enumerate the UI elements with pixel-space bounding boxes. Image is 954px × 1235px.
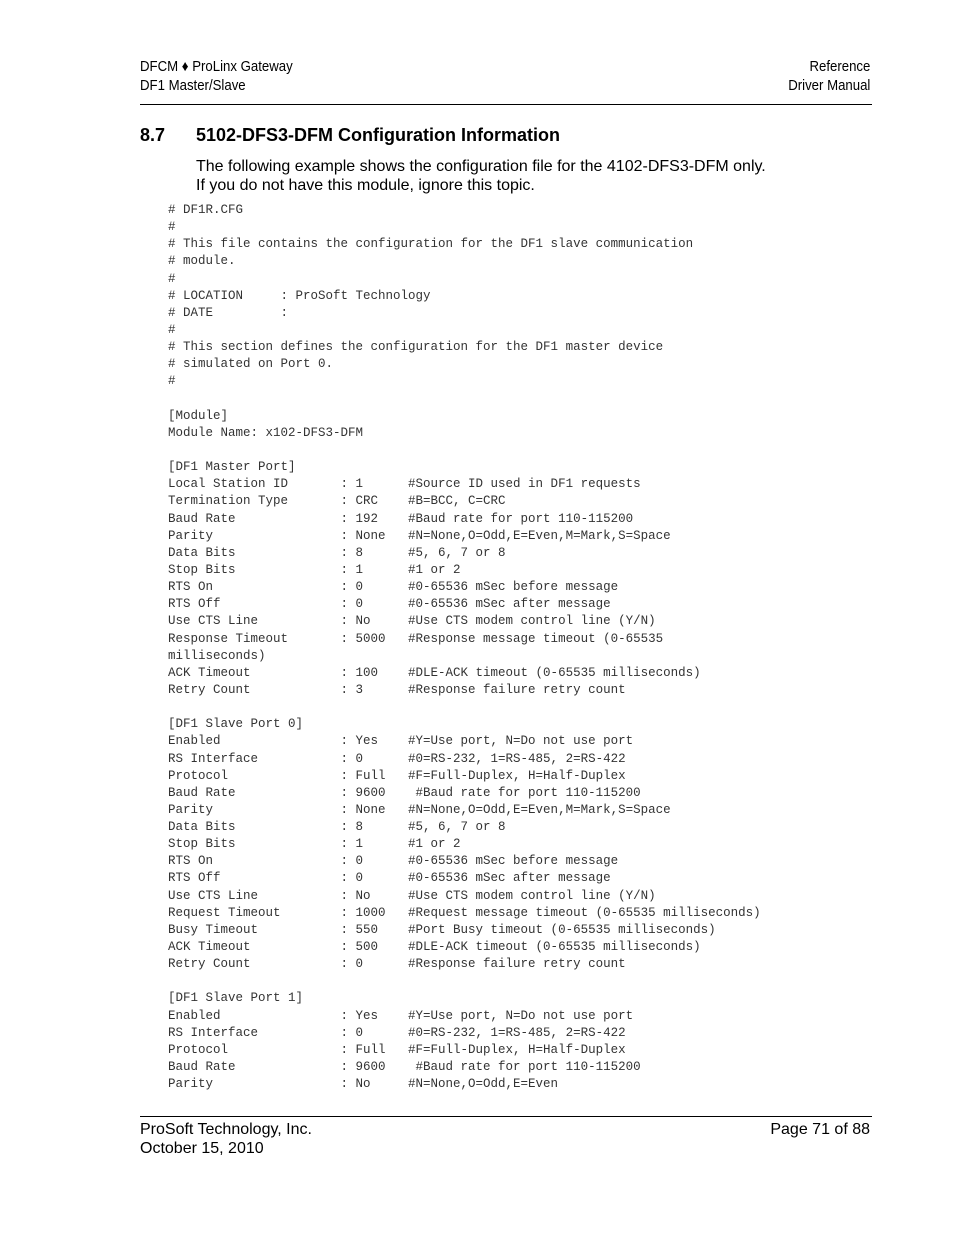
code-line: [DF1 Master Port] xyxy=(168,460,296,475)
footer-company: ProSoft Technology, Inc. xyxy=(140,1121,312,1138)
code-line: RTS On : 0 #0-65536 mSec before message xyxy=(168,580,619,595)
code-line: Enabled : Yes #Y=Use port, N=Do not use port xyxy=(168,734,634,749)
code-line: # DF1R.CFG xyxy=(168,203,244,217)
code-line: # This file contains the configuration for the DF1 slave communication xyxy=(168,237,694,252)
header-product: DFCM ♦ ProLinx Gateway xyxy=(140,58,293,75)
code-line: Busy Timeout : 550 #Port Busy timeout (0-65535 milliseconds) xyxy=(168,922,716,937)
code-line: RTS Off : 0 #0-65536 mSec after message xyxy=(168,597,611,612)
code-line: [Module] xyxy=(168,408,229,423)
section-number: 8.7 xyxy=(140,125,166,145)
code-line: Protocol : Full #F=Full-Duplex, H=Half-Duplex xyxy=(168,1042,626,1057)
code-line xyxy=(168,973,761,990)
code-line: # xyxy=(168,322,176,337)
code-line: # LOCATION : ProSoft Technology xyxy=(168,288,431,303)
code-line: ACK Timeout : 500 #DLE-ACK timeout (0-65535 milliseconds) xyxy=(168,940,701,955)
header-divider xyxy=(140,104,872,105)
code-line: Protocol : Full #F=Full-Duplex, H=Half-Duplex xyxy=(168,768,626,783)
code-line: Parity : No #N=None,O=Odd,E=Even xyxy=(168,1077,559,1092)
code-line: Retry Count : 3 #Response failure retry count xyxy=(168,682,626,697)
code-line: Termination Type : CRC #B=BCC, C=CRC xyxy=(168,494,506,509)
code-line: [DF1 Slave Port 0] xyxy=(168,717,304,732)
header-driver: DF1 Master/Slave xyxy=(140,77,246,94)
code-line: RS Interface : 0 #0=RS-232, 1=RS-485, 2=RS-422 xyxy=(168,1025,626,1040)
code-line: Parity : None #N=None,O=Odd,E=Even,M=Mark,S=Space xyxy=(168,802,671,817)
header-left xyxy=(140,57,293,95)
code-line: Data Bits : 8 #5, 6, 7 or 8 xyxy=(168,545,506,560)
code-line xyxy=(168,391,761,408)
footer-page-number: Page 71 of 88 xyxy=(770,1121,870,1138)
code-line: Data Bits : 8 #5, 6, 7 or 8 xyxy=(168,820,506,835)
code-line: [DF1 Slave Port 1] xyxy=(168,991,304,1006)
code-line: RS Interface : 0 #0=RS-232, 1=RS-485, 2=RS-422 xyxy=(168,751,626,766)
code-line: Baud Rate : 9600 #Baud rate for port 110-115200 xyxy=(168,785,641,800)
config-code-block xyxy=(168,202,761,1093)
code-line: # simulated on Port 0. xyxy=(168,357,334,372)
code-line: Response Timeout : 5000 #Response message timeout (0-65535 xyxy=(168,631,664,646)
footer-left xyxy=(140,1120,312,1158)
code-line: # module. xyxy=(168,254,236,269)
code-line: Use CTS Line : No #Use CTS modem control line (Y/N) xyxy=(168,888,656,903)
header-reference: Reference xyxy=(809,58,870,75)
intro-paragraph xyxy=(196,157,766,195)
code-line: # xyxy=(168,271,176,286)
code-line: ACK Timeout : 100 #DLE-ACK timeout (0-65535 milliseconds) xyxy=(168,665,701,680)
code-line: Request Timeout : 1000 #Request message timeout (0-65535 milliseconds) xyxy=(168,905,761,920)
footer-divider xyxy=(140,1116,872,1117)
code-line: RTS On : 0 #0-65536 mSec before message xyxy=(168,854,619,869)
code-line: Local Station ID : 1 #Source ID used in DF1 requests xyxy=(168,477,641,492)
code-line: Module Name: x102-DFS3-DFM xyxy=(168,425,364,440)
code-line: Parity : None #N=None,O=Odd,E=Even,M=Mark,S=Space xyxy=(168,528,671,543)
code-line: Use CTS Line : No #Use CTS modem control line (Y/N) xyxy=(168,614,656,629)
code-line: Baud Rate : 192 #Baud rate for port 110-115200 xyxy=(168,511,634,526)
code-line: # xyxy=(168,374,176,389)
code-line: milliseconds) xyxy=(168,648,266,663)
code-line: Baud Rate : 9600 #Baud rate for port 110-115200 xyxy=(168,1060,641,1075)
code-line: # xyxy=(168,220,176,235)
intro-line-2: If you do not have this module, ignore this topic. xyxy=(196,177,535,194)
code-line: Enabled : Yes #Y=Use port, N=Do not use port xyxy=(168,1008,634,1023)
intro-line-1: The following example shows the configuration file for the 4102-DFS3-DFM only. xyxy=(196,158,766,175)
code-line: Stop Bits : 1 #1 or 2 xyxy=(168,562,461,577)
code-line xyxy=(168,442,761,459)
header-right xyxy=(788,57,870,95)
section-title: 5102-DFS3-DFM Configuration Information xyxy=(196,125,560,145)
footer-date: October 15, 2010 xyxy=(140,1140,264,1157)
section-heading xyxy=(140,125,560,146)
header-manual: Driver Manual xyxy=(787,77,870,94)
footer-right xyxy=(770,1120,870,1139)
code-line: # DATE : xyxy=(168,305,289,320)
code-line: RTS Off : 0 #0-65536 mSec after message xyxy=(168,871,611,886)
code-line: Stop Bits : 1 #1 or 2 xyxy=(168,837,461,852)
code-line: Retry Count : 0 #Response failure retry count xyxy=(168,957,626,972)
code-line: # This section defines the configuration for the DF1 master device xyxy=(168,340,664,355)
code-line xyxy=(168,699,761,716)
